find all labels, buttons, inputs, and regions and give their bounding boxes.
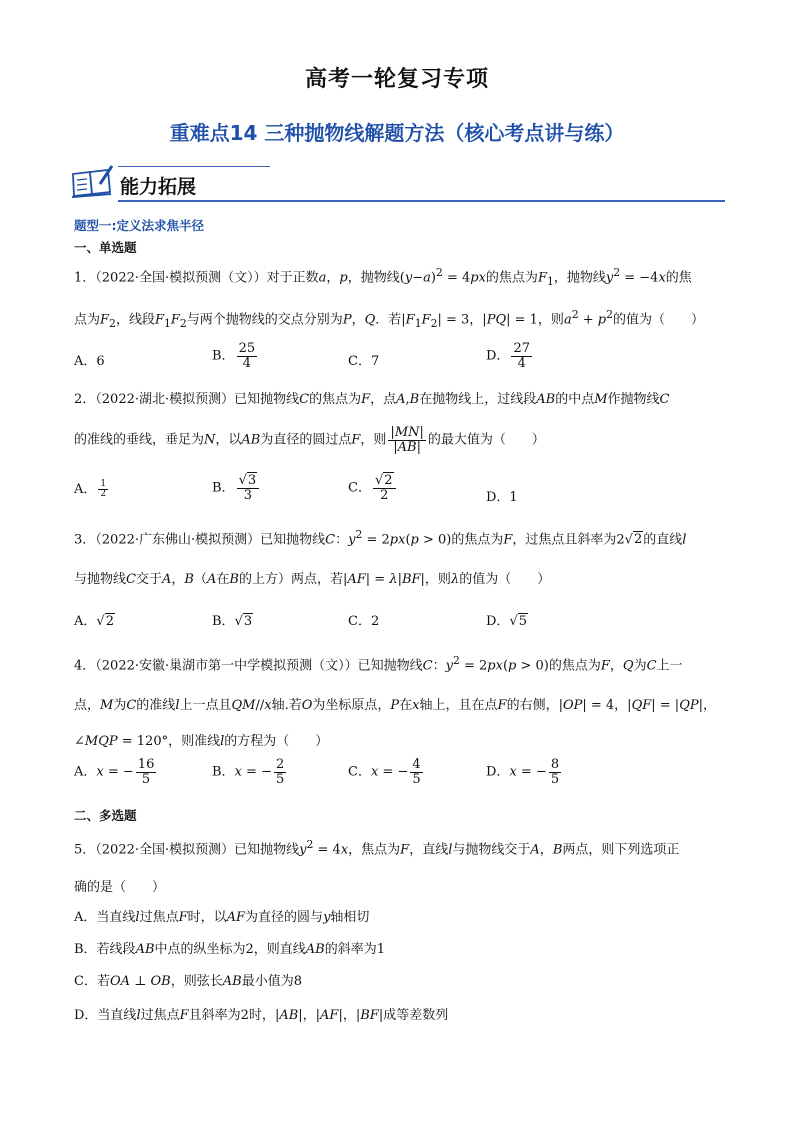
header-top-rule — [118, 166, 270, 167]
section-header — [70, 160, 725, 204]
part-heading-single-choice: 一、单选题 — [74, 240, 137, 255]
q5-line1: 5．（2022·全国·模拟预测）已知抛物线$y^2 = 4x$，焦点为F，直线l与抛物线交于A，B两点，则下列选项正 — [74, 838, 680, 858]
q5-line2: 确的是（ ） — [74, 880, 166, 895]
book-pen-icon — [70, 164, 114, 200]
question-type-heading: 题型一:定义法求焦半径 — [74, 218, 204, 233]
page-subtitle: 重难点14 三种抛物线解题方法（核心考点讲与练） — [169, 121, 625, 145]
q5-option-d: D．当直线l过焦点F且斜率为2时，|AB|，|AF|，|BF|成等差数列 — [74, 1008, 449, 1023]
q5-option-c: C．若OA ⊥ OB，则弦长AB最小值为8 — [74, 974, 302, 989]
q2-option-c: C． $\frac{√2}{2}$ — [348, 474, 398, 502]
q2-line2: 的准线的垂线，垂足为N，以AB为直径的圆过点F，则 $\frac{|MN|}{|AB|}$ 的最大值为（ ） — [74, 425, 545, 455]
q4-option-d: D．x = − $\frac{8}{5}$ — [486, 757, 560, 787]
q1-line1: 1．（2022·全国·模拟预测（文））对于正数a，p，抛物线$(y-a)^2 = 4px$的焦点为$F_1$，抛物线$y^2 = -4x$的焦 — [74, 266, 692, 288]
q1-line2: 点为$F_2$，线段$F_1F_2$与两个抛物线的交点分别为P，Q．若$|F_1F_2| = 3$，|PQ| = 1，则$a^2 + p^2$的值为（ ） — [74, 308, 704, 330]
q2-option-d: D．1 — [486, 490, 518, 505]
q2-option-a: A． $\frac{1}{2}$ — [74, 478, 107, 499]
q4-line3: ∠MQP = 120°，则准线l的方程为（ ） — [74, 734, 329, 749]
q3-option-b: B．√3 — [212, 614, 253, 629]
q4-line2: 点，M为C的准线l上一点且QM//x轴.若O为坐标原点，P在x轴上，且在点F的右侧，|OP| = 4，|QF| = |QP|， — [74, 698, 716, 713]
q1-option-a: A．6 — [74, 354, 105, 369]
q3-option-d: D．√5 — [486, 614, 528, 629]
q2-option-b: B． $\frac{√3}{3}$ — [212, 474, 261, 502]
q1-option-c: C．7 — [348, 354, 380, 369]
header-bottom-rule — [118, 200, 725, 202]
part-heading-multiple-choice: 二、多选题 — [74, 808, 137, 823]
q4-option-b: B．x = − $\frac{2}{5}$ — [212, 757, 285, 787]
q1-option-d: D． $\frac{27}{4}$ — [486, 341, 530, 371]
q4-option-c: C．x = − $\frac{4}{5}$ — [348, 757, 421, 787]
q2-line1: 2．（2022·湖北·模拟预测）已知抛物线C的焦点为F，点A,B在抛物线上，过线段AB的中点M作抛物线C — [74, 392, 670, 407]
section-label: 能力拓展 — [120, 176, 197, 198]
q5-option-b: B．若线段AB中点的纵坐标为2，则直线AB的斜率为1 — [74, 942, 386, 957]
q3-option-c: C．2 — [348, 614, 380, 629]
q3-line2: 与抛物线C交于A，B（A在B的上方）两点，若|AF| = λ|BF|，则λ的值为（ ） — [74, 572, 551, 587]
q4-option-a: A．x = − $\frac{16}{5}$ — [74, 757, 155, 787]
q3-line1: 3．（2022·广东佛山·模拟预测）已知抛物线C：$y^2 = 2px(p > 0)$的焦点为F，过焦点且斜率为2√2的直线l — [74, 528, 687, 548]
q1-option-b: B． $\frac{25}{4}$ — [212, 341, 256, 371]
q3-option-a: A．√2 — [74, 614, 114, 629]
q5-option-a: A．当直线l过焦点F时，以AF为直径的圆与y轴相切 — [74, 910, 370, 925]
page-title: 高考一轮复习专项 — [304, 67, 489, 92]
q4-line1: 4．（2022·安徽·巢湖市第一中学模拟预测（文））已知抛物线C：$y^2 = 2px(p > 0)$的焦点为F，Q为C上一 — [74, 654, 683, 674]
